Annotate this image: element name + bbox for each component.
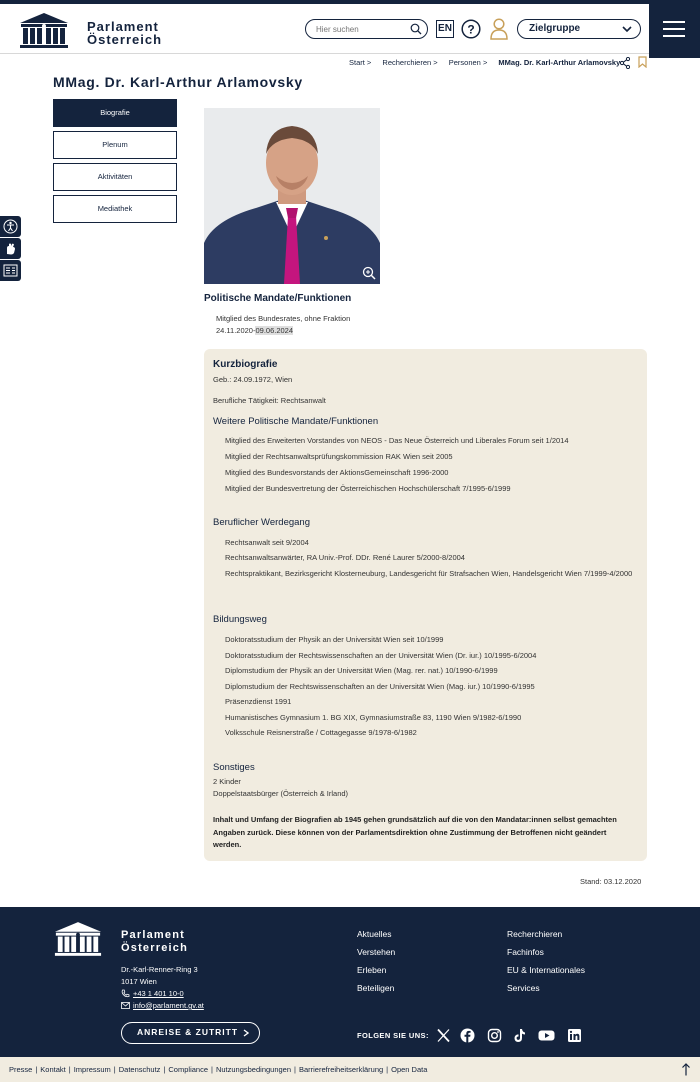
bio-sonstiges-item: 2 Kinder (213, 777, 241, 786)
svg-text:?: ? (467, 22, 475, 37)
search-input[interactable] (316, 23, 412, 36)
separator: | (163, 1065, 166, 1074)
logo-line-1: Parlament (87, 19, 159, 34)
tiktok-icon[interactable] (512, 1028, 527, 1043)
breadcrumb-start[interactable]: Start > (349, 58, 372, 67)
nav-plenum[interactable]: Plenum (53, 131, 177, 159)
list-item: Diplomstudium der Rechtswissenschaften an der Universität Wien (Mag. iur.) 10/1990-6/1995 (225, 682, 535, 691)
link-open-data[interactable]: Open Data (391, 1065, 428, 1074)
nav-mediathek[interactable]: Mediathek (53, 195, 177, 223)
footer-link-services[interactable]: Services (507, 983, 540, 993)
list-item: Doktoratsstudium der Rechtswissenschaften an der Universität Wien (Dr. iur.) 10/1995-6/2004 (225, 651, 537, 660)
phone-icon (121, 989, 130, 998)
user-icon[interactable] (489, 18, 509, 40)
menu-icon (663, 21, 685, 23)
link-impressum[interactable]: Impressum (73, 1065, 111, 1074)
list-item: Diplomstudium der Physik an der Universität Wien (Mag. rer. nat.) 10/1990-6/1999 (225, 666, 498, 675)
stand-date: Stand: 03.12.2020 (580, 877, 642, 886)
footer-link-erleben[interactable]: Erleben (357, 965, 387, 975)
footer-link-fachinfos[interactable]: Fachinfos (507, 947, 544, 957)
link-presse[interactable]: Presse (9, 1065, 33, 1074)
breadcrumb-current: MMag. Dr. Karl-Arthur Arlamovsky (498, 58, 621, 67)
parliament-logo-footer[interactable] (53, 920, 103, 957)
nav-biografie[interactable]: Biografie (53, 99, 177, 127)
list-item: Volksschule Reisnerstraße / Cottagegasse 9/1978-6/1982 (225, 728, 417, 737)
separator: | (113, 1065, 116, 1074)
x-icon[interactable] (436, 1028, 451, 1043)
footer-link-aktuelles[interactable]: Aktuelles (357, 929, 392, 939)
footer-link-verstehen[interactable]: Verstehen (357, 947, 396, 957)
chevron-right-icon (243, 1029, 249, 1037)
bottom-bar (0, 1057, 700, 1082)
language-button[interactable]: EN (436, 20, 454, 38)
bio-heading: Kurzbiografie (213, 359, 278, 370)
profile-nav (53, 99, 177, 227)
link-barrierefreiheit[interactable]: Barrierefreiheitserklärung (298, 1065, 384, 1074)
list-item: Mitglied der Bundesvertretung der Österreichischen Hochschülerschaft 7/1995-6/1999 (225, 484, 511, 493)
follow-label: FOLGEN SIE UNS: (357, 1031, 429, 1040)
breadcrumb (349, 58, 629, 67)
footer-address-city: 1017 Wien (121, 977, 157, 986)
list-item: Mitglied des Bundesvorstands der AktionsGemeinschaft 1996-2000 (225, 468, 449, 477)
arrow-up-icon[interactable] (681, 1063, 691, 1076)
mandate-date-end: 09.06.2024 (255, 326, 294, 335)
footer-link-beteiligen[interactable]: Beteiligen (357, 983, 395, 993)
mandate-text: Mitglied des Bundesrates, ohne Fraktion (216, 314, 351, 323)
share-icon[interactable] (620, 57, 630, 69)
link-kontakt[interactable]: Kontakt (40, 1065, 66, 1074)
link-nutzungsbedingungen[interactable]: Nutzungsbedingungen (215, 1065, 292, 1074)
breadcrumb-personen[interactable]: Personen > (448, 58, 488, 67)
linkedin-icon[interactable] (567, 1028, 582, 1043)
breadcrumb-recherchieren[interactable]: Recherchieren > (382, 58, 438, 67)
menu-icon-bar (663, 28, 685, 30)
nav-aktivitaeten[interactable]: Aktivitäten (53, 163, 177, 191)
bio-disclaimer: Inhalt und Umfang der Biografien ab 1945 gehen grundsätzlich auf die von den Mandatar:innen selbst gemachten Angaben zurück. Diese können von der Parlamentsdirektion ohne Zustimmung der Betroffenen nicht geändert werden. (213, 815, 617, 849)
accessibility-icon (3, 219, 18, 234)
footer-logo-line-1: Parlament (121, 929, 185, 941)
help-icon[interactable] (461, 19, 481, 39)
footer-link-recherchieren[interactable]: Recherchieren (507, 929, 563, 939)
bio-sonstiges-item: Doppelstaatsbürger (Österreich & Irland) (213, 789, 349, 798)
easy-language-button[interactable] (0, 260, 21, 281)
mandate-dates (216, 326, 293, 335)
kurzbiografie-box (204, 349, 647, 861)
list-item: Rechtspraktikant, Bezirksgericht Klosterneuburg, Landesgericht für Strafsachen Wien, Handelsgericht Wien 7/1999-4/2000 (225, 569, 633, 578)
bookmark-icon[interactable] (638, 56, 647, 68)
footer-address-street: Dr.-Karl-Renner-Ring 3 (121, 965, 198, 974)
list-item: Doktoratsstudium der Physik an der Universität Wien seit 10/1999 (225, 635, 444, 644)
separator: | (35, 1065, 38, 1074)
bio-birth: Geb.: 24.09.1972, Wien (213, 375, 293, 384)
separator: | (386, 1065, 389, 1074)
bio-werdegang-heading: Beruflicher Werdegang (213, 517, 310, 528)
youtube-icon[interactable] (538, 1028, 555, 1043)
facebook-icon[interactable] (460, 1028, 475, 1043)
menu-icon-bar (663, 35, 685, 37)
zielgruppe-label: Zielgruppe (529, 23, 581, 34)
list-item: Rechtsanwalt seit 9/2004 (225, 538, 309, 547)
chevron-down-icon (622, 25, 632, 33)
list-item: Rechtsanwaltsanwärter, RA Univ.-Prof. DDr. René Laurer 5/2000-8/2004 (225, 553, 465, 562)
list-item: Präsenzdienst 1991 (225, 697, 292, 706)
footer-phone-text[interactable]: +43 1 401 10-0 (133, 989, 184, 998)
list-item: Mitglied der Rechtsanwaltsprüfungskommission RAK Wien seit 2005 (225, 452, 453, 461)
site-footer (0, 907, 700, 1057)
parliament-logo[interactable] (18, 12, 70, 48)
instagram-icon[interactable] (487, 1028, 502, 1043)
hand-icon (3, 241, 18, 256)
site-header (0, 4, 700, 54)
link-datenschutz[interactable]: Datenschutz (118, 1065, 161, 1074)
mandate-heading: Politische Mandate/Funktionen (204, 293, 352, 304)
list-item: Humanistisches Gymnasium 1. BG XIX, Gymnasiumstraße 83, 1190 Wien 9/1982-6/1990 (225, 713, 522, 722)
logo-line-2: Österreich (87, 32, 163, 47)
zielgruppe-select[interactable] (517, 19, 641, 39)
search-icon[interactable] (410, 23, 422, 35)
easy-language-icon (3, 263, 18, 278)
footer-email-text[interactable]: info@parlament.gv.at (133, 1001, 204, 1010)
footer-logo-text[interactable] (121, 929, 188, 955)
footer-logo-line-2: Österreich (121, 942, 189, 954)
separator: | (211, 1065, 213, 1074)
anreise-button[interactable] (121, 1022, 260, 1044)
sign-language-button[interactable] (0, 238, 21, 259)
list-item: Mitglied des Erweiterten Vorstandes von NEOS - Das Neue Österreich und Liberales Forum seit 1/2014 (225, 436, 569, 445)
separator: | (68, 1065, 71, 1074)
accessibility-button[interactable] (0, 216, 21, 237)
mandate-date-start: 24.11.2020- (216, 326, 256, 335)
bio-occupation: Berufliche Tätigkeit: Rechtsanwalt (213, 396, 326, 405)
bio-sonstiges-heading: Sonstiges (213, 762, 255, 773)
mail-icon (121, 1001, 130, 1010)
menu-button[interactable] (649, 4, 700, 58)
bio-bildung-heading: Bildungsweg (213, 614, 267, 625)
link-compliance[interactable]: Compliance (168, 1065, 208, 1074)
footer-link-eu[interactable]: EU & Internationales (507, 965, 585, 975)
bottom-links (9, 1065, 427, 1074)
logo-text[interactable] (87, 20, 162, 46)
separator: | (294, 1065, 296, 1074)
search-box[interactable] (305, 19, 428, 39)
page-title: MMag. Dr. Karl-Arthur Arlamovsky (53, 74, 303, 90)
anreise-label: ANREISE & ZUTRITT (137, 1027, 239, 1037)
bio-weitere-heading: Weitere Politische Mandate/Funktionen (213, 416, 379, 427)
portrait-photo[interactable] (204, 108, 380, 284)
